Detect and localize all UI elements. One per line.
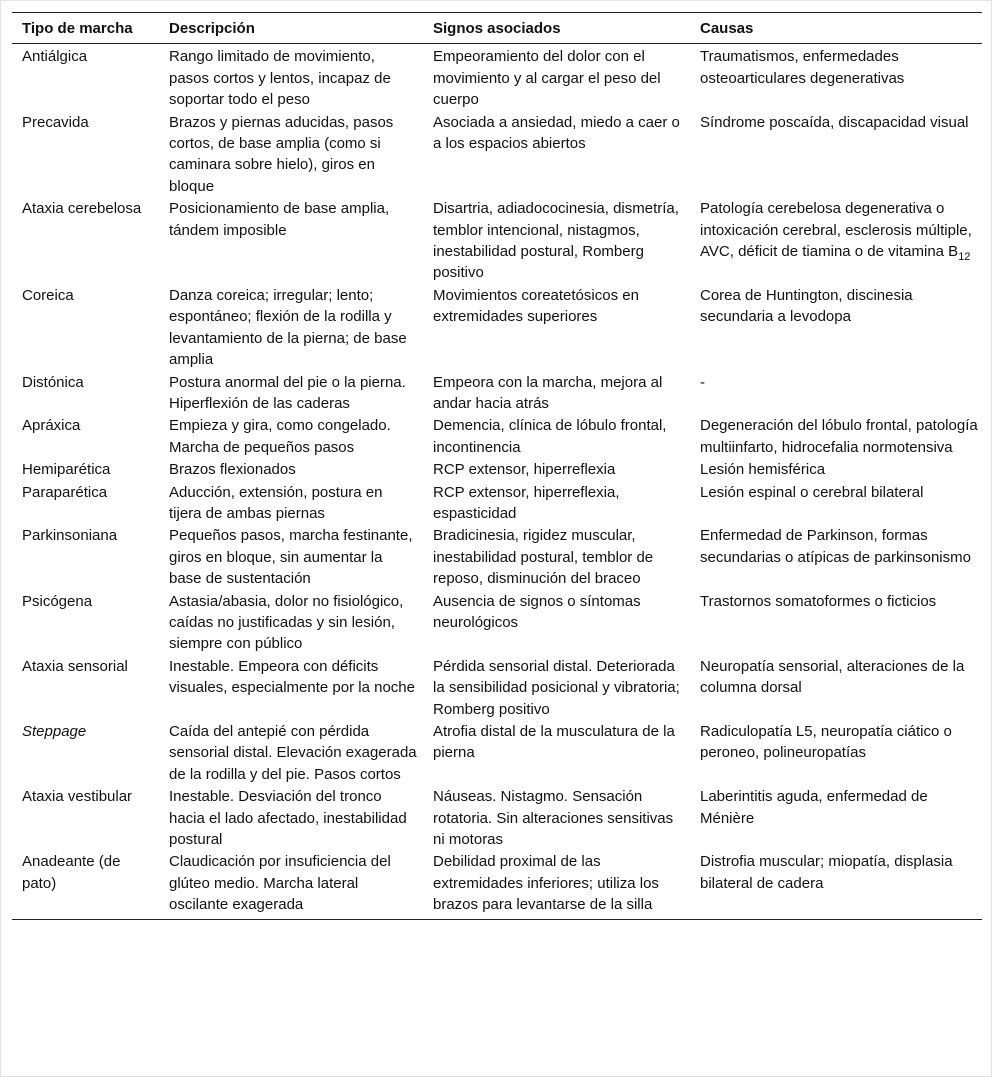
- table-row: [12, 525, 982, 590]
- cell-signos: Ausencia de signos o síntomas neurológicos: [433, 592, 641, 631]
- table-row: [12, 415, 982, 459]
- table-row: [12, 372, 982, 416]
- cell-tipo: Psicógena: [22, 592, 93, 610]
- cell-tipo: Ataxia cerebelosa: [22, 200, 142, 218]
- cell-tipo: Paraparética: [22, 483, 108, 501]
- cell-causas: Laberintitis aguda, enfermedad de Ménière: [700, 788, 928, 827]
- vitamin-subscript: 12: [958, 251, 971, 264]
- table-header: [12, 13, 982, 44]
- cell-tipo: Antiálgica: [22, 48, 88, 66]
- gait-types-table: [12, 12, 982, 920]
- header-causas: Causas: [690, 13, 982, 44]
- cell-tipo: Coreica: [22, 286, 74, 304]
- causas-text: Patología cerebelosa degenerativa o intoxicación cerebral, esclerosis múltiple, AVC, déficit de tiamina o de vitamina B: [700, 200, 972, 261]
- cell-signos: RCP extensor, hiperreflexia: [433, 461, 616, 479]
- cell-causas: Neuropatía sensorial, alteraciones de la columna dorsal: [700, 657, 965, 697]
- cell-descripcion: Empieza y gira, como congelado. Marcha de pequeños pasos: [169, 417, 391, 456]
- cell-causas: Traumatismos, enfermedades osteoarticulares degenerativas: [700, 48, 905, 87]
- table-row: [12, 851, 982, 919]
- cell-signos: Atrofia distal de la musculatura de la pierna: [433, 723, 675, 762]
- table-row: [12, 482, 982, 526]
- cell-descripcion: Caída del antepié con pérdida sensorial distal. Elevación exagerada de la rodilla y del pie. Pasos cortos: [169, 723, 417, 783]
- cell-signos: Debilidad proximal de las extremidades inferiores; utiliza los brazos para levantarse de la silla: [423, 851, 690, 919]
- cell-signos: Bradicinesia, rigidez muscular, inestabilidad postural, temblor de reposo, disminución del braceo: [433, 527, 654, 588]
- cell-causas: Distrofia muscular; miopatía, displasia bilateral de cadera: [690, 851, 982, 919]
- cell-descripcion: Brazos flexionados: [169, 461, 296, 479]
- table-row: [12, 44, 982, 112]
- cell-signos: Pérdida sensorial distal. Deteriorada la sensibilidad posicional y vibratoria; Romberg positivo: [433, 657, 680, 718]
- header-signos: Signos asociados: [423, 13, 690, 44]
- table-row: [12, 112, 982, 199]
- table-row: [12, 285, 982, 372]
- header-descripcion: Descripción: [159, 13, 423, 44]
- cell-tipo: Hemiparética: [22, 461, 111, 479]
- cell-tipo: Precavida: [22, 113, 89, 131]
- cell-tipo: Parkinsoniana: [22, 527, 118, 545]
- cell-descripcion: Danza coreica; irregular; lento; espontáneo; flexión de la rodilla y levantamiento de la pierna; de base amplia: [169, 286, 407, 369]
- cell-descripcion: Rango limitado de movimiento, pasos cortos y lentos, incapaz de soportar todo el peso: [169, 48, 391, 109]
- cell-tipo: Steppage: [22, 723, 87, 740]
- cell-tipo: Ataxia sensorial: [22, 657, 128, 675]
- cell-signos: Empeoramiento del dolor con el movimiento y al cargar el peso del cuerpo: [433, 48, 661, 109]
- cell-signos: RCP extensor, hiperreflexia, espasticidad: [433, 483, 620, 522]
- cell-signos: Movimientos coreatetósicos en extremidades superiores: [433, 286, 639, 326]
- table-row: [12, 591, 982, 656]
- cell-tipo: Apráxica: [22, 417, 81, 435]
- cell-descripcion: Inestable. Empeora con déficits visuales, especialmente por la noche: [169, 657, 415, 697]
- header-tipo: Tipo de marcha: [12, 13, 159, 44]
- cell-tipo: Distónica: [22, 373, 84, 391]
- cell-causas: [690, 198, 982, 285]
- cell-signos: Náuseas. Nistagmo. Sensación rotatoria. Sin alteraciones sensitivas ni motoras: [433, 788, 674, 849]
- cell-descripcion: Inestable. Desviación del tronco hacia el lado afectado, inestabilidad postural: [169, 788, 407, 849]
- cell-causas: Enfermedad de Parkinson, formas secundarias o atípicas de parkinsonismo: [700, 527, 971, 566]
- cell-signos: Empeora con la marcha, mejora al andar hacia atrás: [433, 373, 663, 412]
- table-row: [12, 459, 982, 481]
- cell-causas: -: [700, 373, 705, 391]
- cell-causas: Síndrome poscaída, discapacidad visual: [700, 113, 969, 131]
- cell-causas: Trastornos somatoformes o ficticios: [700, 592, 937, 610]
- cell-descripcion: Posicionamiento de base amplia, tándem imposible: [169, 200, 390, 239]
- cell-causas: Corea de Huntington, discinesia secundaria a levodopa: [700, 286, 913, 326]
- table-row: [12, 656, 982, 721]
- cell-descripcion: Brazos y piernas aducidas, pasos cortos, de base amplia (como si caminara sobre hielo), giros en bloque: [169, 113, 394, 195]
- cell-descripcion: Postura anormal del pie o la pierna. Hiperflexión de las caderas: [169, 373, 406, 412]
- cell-causas: Lesión hemisférica: [700, 461, 826, 479]
- cell-causas: Lesión espinal o cerebral bilateral: [700, 483, 924, 501]
- table-body: [12, 44, 982, 919]
- cell-descripcion: Aducción, extensión, postura en tijera de ambas piernas: [169, 483, 383, 522]
- cell-causas: Degeneración del lóbulo frontal, patología multiinfarto, hidrocefalia normotensiva: [700, 417, 978, 456]
- table-row: [12, 198, 982, 285]
- cell-tipo: Anadeante (de pato): [12, 851, 159, 919]
- cell-signos: Demencia, clínica de lóbulo frontal, incontinencia: [433, 417, 667, 456]
- table-row: [12, 721, 982, 786]
- cell-tipo: Ataxia vestibular: [22, 788, 133, 806]
- cell-signos: Disartria, adiadococinesia, dismetría, temblor intencional, nistagmos, inestabilidad postural, Romberg positivo: [433, 200, 679, 282]
- cell-descripcion: Astasia/abasia, dolor no fisiológico, caídas no justificadas y sin lesión, siempre con público: [169, 592, 404, 653]
- cell-descripcion: Claudicación por insuficiencia del glúteo medio. Marcha lateral oscilante exagerada: [159, 851, 423, 919]
- header-row: [12, 13, 982, 44]
- cell-descripcion: Pequeños pasos, marcha festinante, giros en bloque, sin aumentar la base de sustentación: [169, 527, 413, 588]
- table-row: [12, 786, 982, 851]
- cell-causas: Radiculopatía L5, neuropatía ciático o peroneo, polineuropatías: [700, 723, 952, 762]
- cell-signos: Asociada a ansiedad, miedo a caer o a los espacios abiertos: [433, 113, 680, 153]
